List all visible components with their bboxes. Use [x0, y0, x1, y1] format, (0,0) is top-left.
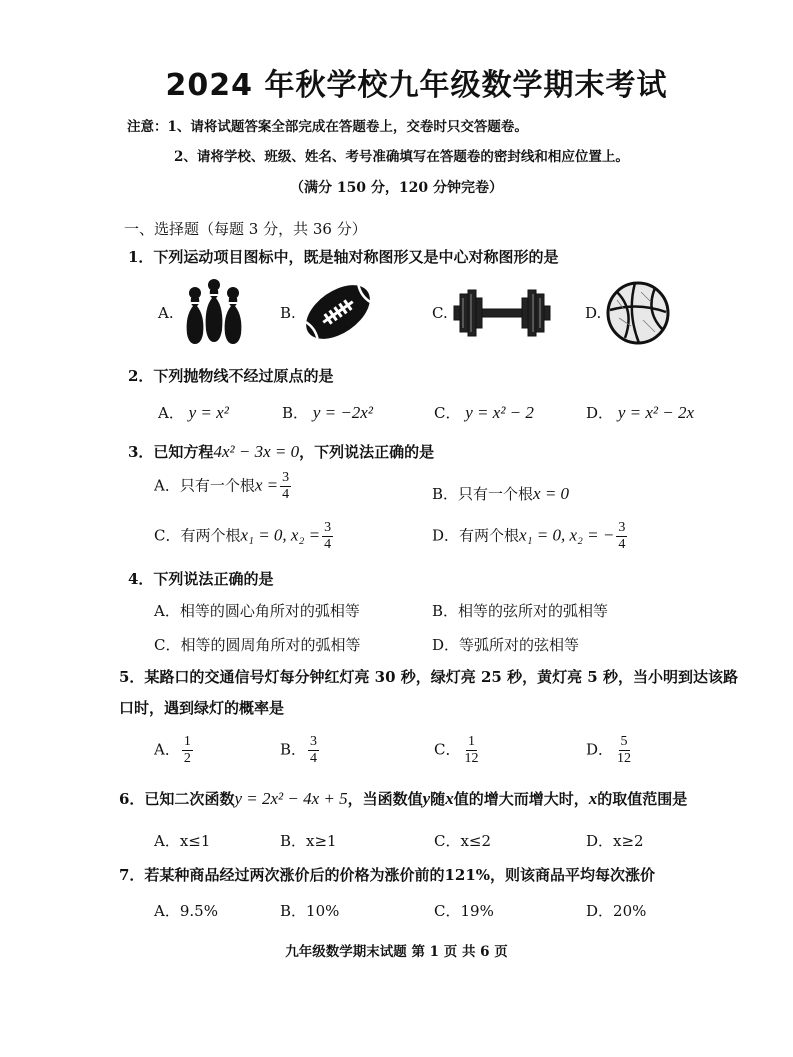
- q5-option-b: [280, 734, 321, 767]
- q6-option-c: C．x≤2: [434, 832, 492, 850]
- q5-frac-a-num: 1: [183, 734, 191, 749]
- q5-stem-line-2: 口时，遇到绿灯的概率是: [119, 699, 285, 717]
- q2-expr-d: y = x² − 2x: [617, 403, 694, 422]
- q1-label-b: B.: [280, 304, 296, 322]
- q2-expr-a: y = x²: [188, 403, 229, 422]
- q5-frac-b-den: 4: [310, 751, 318, 766]
- q3-label-d: D．有两个根: [432, 526, 520, 545]
- notes-label: 注意：: [127, 119, 168, 135]
- note-2: 2、请将学校、班级、姓名、考号准确填写在答题卷的密封线和相应位置上。: [174, 149, 629, 165]
- q4-stem: 4．下列说法正确的是: [128, 570, 274, 588]
- q5-option-a: [154, 734, 195, 767]
- q5-option-c: [434, 734, 482, 767]
- q3-stem-pre: 3．已知方程: [128, 443, 214, 461]
- q3-option-d: [432, 520, 629, 553]
- q2-label-c: C．: [434, 404, 461, 422]
- q7-stem: 7．若某种商品经过两次涨价后的价格为涨价前的121%，则该商品平均每次涨价: [119, 866, 656, 884]
- section-heading: 一、选择题（每题 3 分，共 36 分）: [124, 220, 367, 238]
- q5-frac-d-num: 5: [620, 734, 628, 749]
- q2-expr-b: y = −2x²: [312, 403, 373, 422]
- q6-var-y: y: [422, 789, 431, 808]
- q5-label-a: A．: [154, 740, 180, 759]
- q5-label-c: C．: [434, 740, 461, 759]
- notes-line-1: [127, 115, 528, 135]
- exam-title: 2024 年秋学校九年级数学期末考试: [165, 68, 668, 103]
- q3-option-b: [432, 483, 569, 504]
- q6-function: y = 2x² − 4x + 5: [234, 789, 348, 808]
- q5-frac-d: [615, 734, 633, 767]
- q3-label-a: A．只有一个根: [154, 476, 255, 495]
- note-1: 1、请将试题答案全部完成在答题卷上，交卷时只交答题卷。: [167, 119, 528, 135]
- q3-expr-c: x₁ = 0, x₂ =: [240, 525, 321, 545]
- q1-label-a: A.: [158, 304, 174, 322]
- q3-frac-a: [280, 470, 291, 503]
- q2-option-a: [158, 402, 229, 423]
- q5-frac-d-den: 12: [617, 751, 632, 766]
- q5-frac-b: [308, 734, 319, 767]
- q5-frac-a: [182, 734, 193, 767]
- q3-label-c: C．有两个根: [154, 526, 241, 545]
- q3-stem: [128, 441, 434, 462]
- q3-frac-a-num: 3: [282, 470, 290, 485]
- q4-option-c: C．相等的圆周角所对的弧相等: [154, 636, 361, 654]
- q2-option-b: [282, 402, 373, 423]
- q5-label-d: D．: [586, 740, 614, 759]
- q2-stem: 2．下列抛物线不经过原点的是: [128, 367, 334, 385]
- q6-stem-mid3: 值的增大而增大时，: [453, 790, 589, 808]
- q3-frac-c: [322, 520, 333, 553]
- q1-label-c: C.: [432, 304, 448, 322]
- q6-stem-post: 的取值范围是: [597, 790, 688, 808]
- q3-frac-c-num: 3: [324, 520, 332, 535]
- q3-expr-d: x₁ = 0, x₂ = −: [519, 525, 615, 545]
- q3-stem-post: ，下列说法正确的是: [299, 443, 435, 461]
- bowling-pins-icon: [182, 278, 246, 346]
- q6-option-a: A．x≤1: [154, 832, 211, 850]
- q6-stem-mid2: 随: [430, 790, 446, 808]
- q3-frac-a-den: 4: [282, 487, 290, 502]
- q7-option-c: C．19%: [434, 902, 494, 920]
- q5-option-d: [586, 734, 635, 767]
- q3-frac-d-den: 4: [618, 537, 626, 552]
- q3-label-b: B．只有一个根: [432, 485, 534, 503]
- q3-expr-b: x = 0: [533, 484, 570, 503]
- q5-frac-c-num: 1: [467, 734, 475, 749]
- q2-label-b: B．: [282, 404, 309, 422]
- basketball-icon: [605, 280, 671, 346]
- q2-option-d: [586, 402, 694, 423]
- q5-frac-b-num: 3: [310, 734, 318, 749]
- q6-stem-pre: 6．已知二次函数: [119, 790, 235, 808]
- q7-option-b: B．10%: [280, 902, 340, 920]
- q4-option-d: D．等弧所对的弦相等: [432, 636, 580, 654]
- football-icon: [300, 280, 376, 344]
- q4-option-b: B．相等的弦所对的弧相等: [432, 602, 609, 620]
- q3-expr-a: x =: [254, 475, 279, 495]
- q2-label-a: A．: [158, 404, 184, 422]
- q3-option-c: [154, 520, 335, 553]
- q3-frac-c-den: 4: [324, 537, 332, 552]
- q6-var-x: x: [445, 789, 454, 808]
- q6-stem-mid: ，当函数值: [347, 790, 423, 808]
- q5-label-b: B．: [280, 740, 307, 759]
- q3-frac-d: [616, 520, 627, 553]
- q1-label-d: D.: [585, 304, 602, 322]
- page-footer: 九年级数学期末试题 第 1 页 共 6 页: [285, 944, 508, 960]
- q2-label-d: D．: [586, 404, 614, 422]
- q6-option-b: B．x≥1: [280, 832, 337, 850]
- q1-stem: 1．下列运动项目图标中，既是轴对称图形又是中心对称图形的是: [128, 248, 559, 266]
- q5-frac-a-den: 2: [183, 751, 191, 766]
- q7-option-a: A．9.5%: [154, 902, 218, 920]
- q6-option-d: D．x≥2: [586, 832, 644, 850]
- q6-var-x2: x: [588, 789, 598, 808]
- q3-equation: 4x² − 3x = 0: [213, 442, 300, 461]
- q5-frac-c: [462, 734, 480, 767]
- q3-frac-d-num: 3: [618, 520, 626, 535]
- q6-stem: [119, 788, 687, 809]
- q2-option-c: [434, 402, 534, 423]
- dumbbell-icon: [452, 286, 552, 340]
- q7-option-d: D．20%: [586, 902, 647, 920]
- q5-frac-c-den: 12: [464, 751, 479, 766]
- q5-stem-line-1: 5．某路口的交通信号灯每分钟红灯亮 30 秒，绿灯亮 25 秒，黄灯亮 5 秒，当小明到达该路: [119, 668, 738, 686]
- exam-subtitle: （满分 150 分，120 分钟完卷）: [289, 180, 504, 196]
- q3-option-a: [154, 470, 293, 503]
- q4-option-a: A．相等的圆心角所对的弧相等: [154, 602, 360, 620]
- q2-expr-c: y = x² − 2: [465, 403, 534, 422]
